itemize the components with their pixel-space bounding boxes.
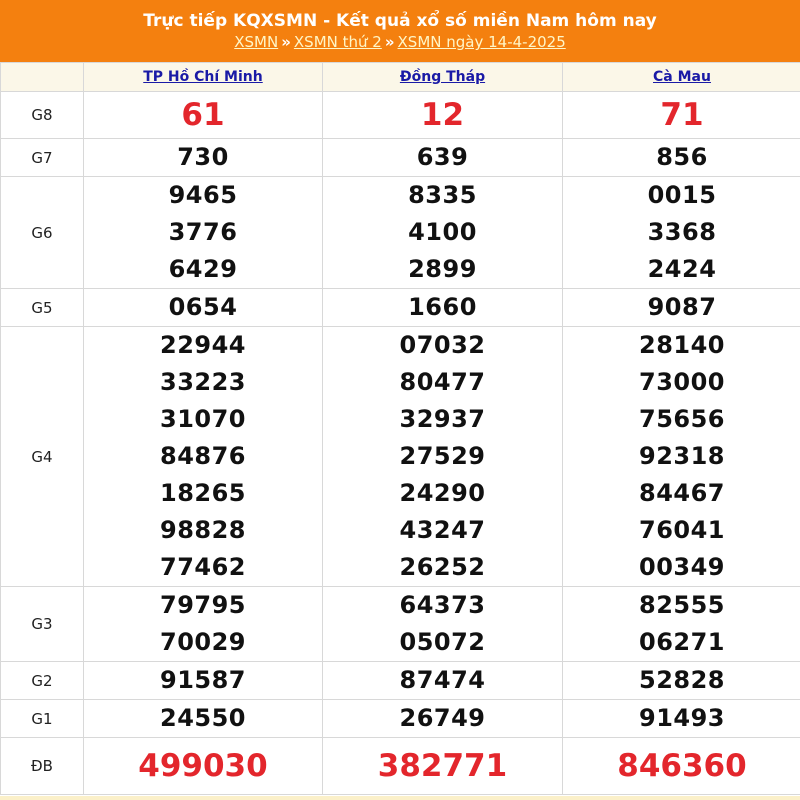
result-number: 6429: [168, 255, 238, 283]
province-link-ca-mau[interactable]: Cà Mau: [653, 69, 711, 85]
result-cell: [84, 587, 323, 662]
special-prize-number: 382771: [377, 748, 508, 784]
result-cell: [563, 289, 800, 327]
result-cell: [323, 738, 563, 795]
prize-row-g4: [1, 327, 800, 587]
result-number: 639: [416, 143, 469, 171]
province-header-row: [1, 63, 800, 92]
result-number: 79795: [160, 591, 246, 619]
result-number: 07032: [399, 331, 486, 359]
result-number: 0015: [647, 181, 717, 209]
result-number: 06271: [639, 628, 725, 656]
result-number: 71: [660, 96, 704, 133]
result-number: 75656: [639, 405, 725, 433]
result-number: 9087: [647, 293, 717, 321]
prize-label: G5: [1, 289, 84, 327]
result-number: 84467: [639, 479, 725, 507]
result-number: 73000: [639, 368, 725, 396]
result-cell: [563, 139, 800, 177]
result-number: 3368: [647, 218, 717, 246]
result-number: 856: [656, 143, 708, 171]
result-cell: [84, 700, 323, 738]
prize-label: ĐB: [1, 738, 84, 795]
result-cell: [84, 289, 323, 327]
result-cell: [84, 738, 323, 795]
result-number: 3776: [168, 218, 238, 246]
special-prize-number: 846360: [617, 748, 747, 784]
result-cell: [323, 289, 563, 327]
result-number: 77462: [160, 553, 246, 581]
result-cell: [563, 327, 800, 587]
result-cell: [84, 662, 323, 700]
result-cell: [323, 662, 563, 700]
province-link-dong-thap[interactable]: Đồng Tháp: [399, 69, 486, 85]
page-title: Trực tiếp KQXSMN - Kết quả xổ số miền Nam hôm nay: [143, 11, 657, 31]
breadcrumb: [0, 32, 800, 52]
result-number: 91493: [639, 704, 725, 732]
prize-row-g6: [1, 177, 800, 289]
result-number: 0654: [168, 293, 238, 321]
result-number: 64373: [399, 591, 486, 619]
result-cell: [323, 92, 563, 139]
result-cell: [563, 177, 800, 289]
prize-label: G3: [1, 587, 84, 662]
prize-label: G7: [1, 139, 84, 177]
result-number: 32937: [399, 405, 486, 433]
result-number: 43247: [399, 516, 486, 544]
province-header: [563, 63, 800, 92]
result-number: 9465: [168, 181, 238, 209]
prize-row-g7: [1, 139, 800, 177]
result-number: 00349: [639, 553, 725, 581]
result-number: 730: [177, 143, 229, 171]
result-number: 76041: [639, 516, 725, 544]
result-cell: [84, 327, 323, 587]
prize-label: G6: [1, 177, 84, 289]
results-table: [0, 62, 800, 795]
result-number: 61: [181, 96, 225, 133]
result-number: 80477: [399, 368, 486, 396]
result-cell: [323, 177, 563, 289]
result-number: 22944: [160, 331, 246, 359]
result-cell: [323, 587, 563, 662]
result-cell: [563, 587, 800, 662]
prize-row-g5: [1, 289, 800, 327]
result-number: 4100: [408, 218, 477, 246]
breadcrumb-separator: »: [281, 33, 291, 51]
prize-row-g1: [1, 700, 800, 738]
result-number: 98828: [160, 516, 246, 544]
province-header: [323, 63, 563, 92]
result-cell: [323, 700, 563, 738]
result-number: 2424: [647, 255, 717, 283]
result-cell: [563, 700, 800, 738]
prize-label: G8: [1, 92, 84, 139]
breadcrumb-separator: »: [384, 33, 395, 51]
prize-label: G4: [1, 327, 84, 587]
result-cell: [84, 92, 323, 139]
result-cell: [84, 139, 323, 177]
result-number: 1660: [408, 293, 477, 321]
result-cell: [323, 139, 563, 177]
result-number: 05072: [399, 628, 486, 656]
breadcrumb-link-xsmn-thu-2[interactable]: XSMN thứ 2: [293, 33, 382, 51]
result-number: 84876: [160, 442, 246, 470]
footer-strip: [0, 796, 800, 800]
province-header: [84, 63, 323, 92]
result-number: 18265: [160, 479, 246, 507]
result-number: 8335: [408, 181, 477, 209]
result-number: 92318: [639, 442, 725, 470]
result-number: 52828: [639, 666, 725, 694]
result-number: 87474: [399, 666, 486, 694]
prize-row-db: [1, 738, 800, 795]
result-number: 28140: [639, 331, 725, 359]
result-cell: [563, 738, 800, 795]
corner-cell: [1, 63, 84, 92]
result-number: 12: [420, 96, 465, 133]
result-number: 31070: [160, 405, 246, 433]
results-body: [1, 92, 800, 795]
province-link-tp-ho-chi-minh[interactable]: TP Hồ Chí Minh: [143, 69, 263, 85]
result-number: 91587: [160, 666, 246, 694]
result-cell: [84, 177, 323, 289]
result-number: 33223: [160, 368, 246, 396]
page-header: [0, 0, 800, 62]
special-prize-number: 499030: [138, 748, 268, 784]
result-cell: [563, 92, 800, 139]
breadcrumb-link-xsmn-date[interactable]: XSMN ngày 14-4-2025: [397, 33, 566, 51]
prize-label: G2: [1, 662, 84, 700]
prize-row-g8: [1, 92, 800, 139]
result-number: 82555: [639, 591, 725, 619]
result-number: 27529: [399, 442, 486, 470]
result-cell: [323, 327, 563, 587]
result-number: 26749: [399, 704, 486, 732]
breadcrumb-link-xsmn[interactable]: XSMN: [234, 33, 279, 51]
result-cell: [563, 662, 800, 700]
prize-row-g3: [1, 587, 800, 662]
result-number: 2899: [408, 255, 477, 283]
result-number: 26252: [399, 553, 486, 581]
prize-label: G1: [1, 700, 84, 738]
prize-row-g2: [1, 662, 800, 700]
result-number: 70029: [160, 628, 246, 656]
result-number: 24550: [160, 704, 246, 732]
result-number: 24290: [399, 479, 486, 507]
